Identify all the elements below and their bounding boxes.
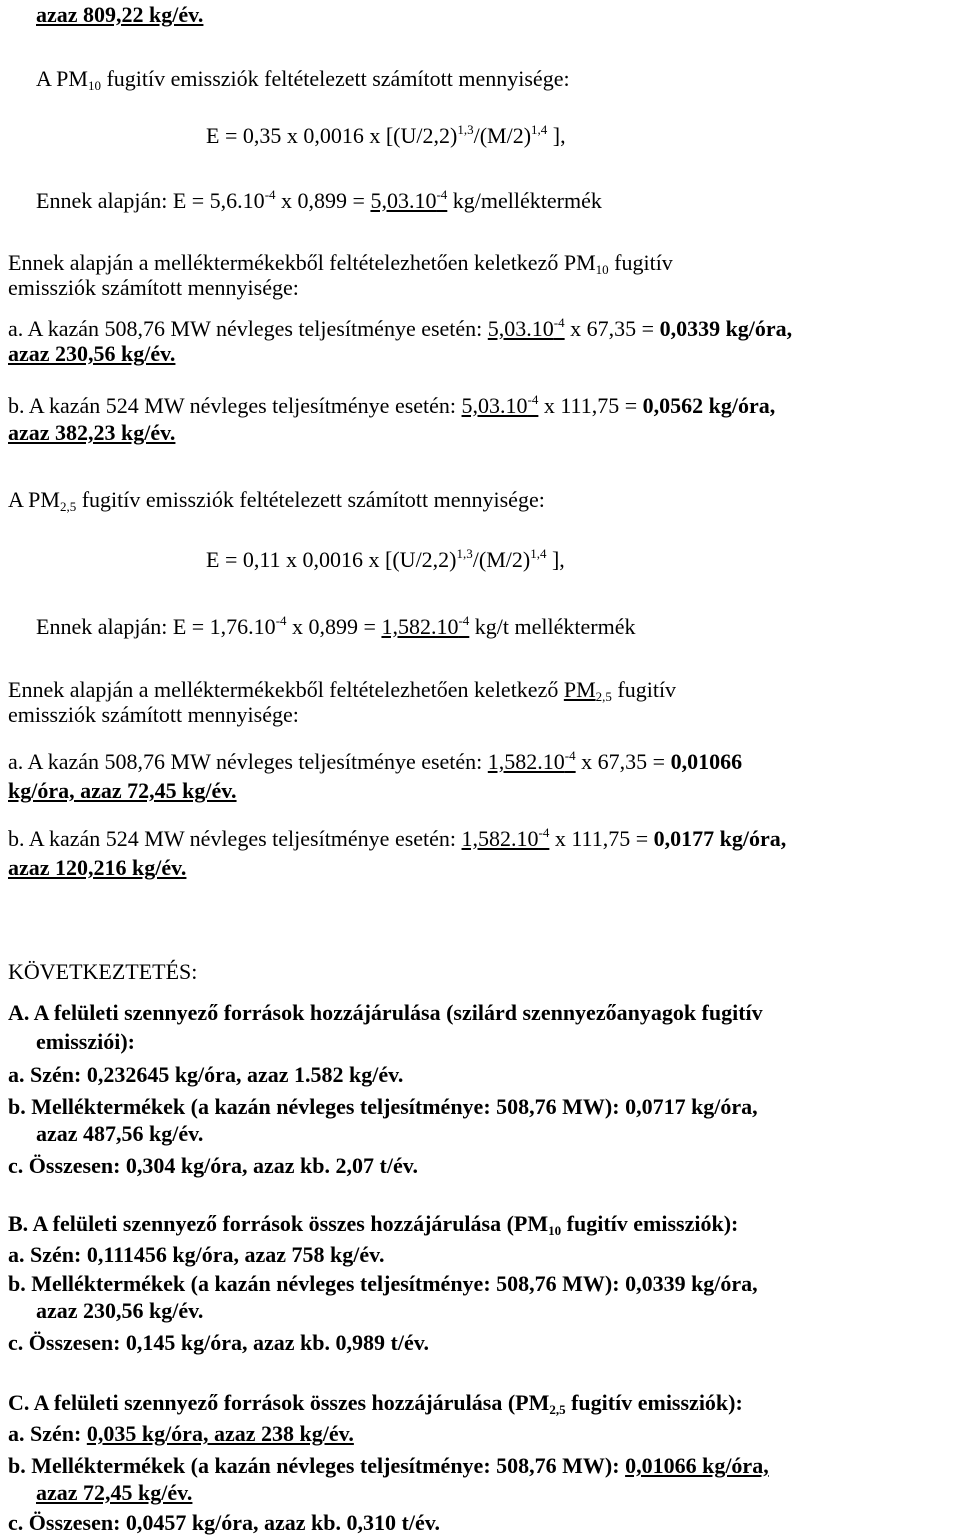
conclusion-a-item-c: c. Összesen: 0,304 kg/óra, azaz kb. 2,07 t/év. xyxy=(8,1153,419,1178)
conclusion-a-item-b: b. Melléktermékek (a kazán névleges teljesítménye: 508,76 MW): 0,0717 kg/óra, xyxy=(8,1094,758,1119)
conclusion-b-heading: B. A felületi szennyező források összes hozzájárulása ($PM_{10}$ fugitív emissziók): xyxy=(8,1211,739,1238)
conclusion-c-item-c: c. Összesen: 0,0457 kg/óra, azaz kb. 0,310 t/év. xyxy=(8,1510,441,1535)
pm10-section-heading: Ennek alapján a melléktermékekből feltételezhetően keletkező $PM_{10}$ fugitív xyxy=(8,250,673,277)
conclusion-b-item-a: a. Szén: 0,111456 kg/óra, azaz 758 kg/év. xyxy=(8,1242,385,1267)
pm25-case-a-result: kg/óra, azaz 72,45 kg/év. xyxy=(8,778,237,803)
conclusion-a-item-a: a. Szén: 0,232645 kg/óra, azaz 1.582 kg/év. xyxy=(8,1062,404,1087)
pm25-case-b-result: azaz 120,216 kg/év. xyxy=(8,855,187,880)
conclusion-heading: KÖVETKEZTETÉS: xyxy=(8,959,198,984)
conclusion-b-item-b-cont: azaz 230,56 kg/év. xyxy=(36,1298,204,1323)
pm10-case-a-result: azaz 230,56 kg/év. xyxy=(8,341,176,366)
pm25-case-a: a. A kazán 508,76 MW névleges teljesítménye esetén: $1,582.10^{-4}$ x 67,35 = 0,01066 xyxy=(8,748,743,774)
result-line: azaz 809,22 kg/év. xyxy=(36,2,204,27)
conclusion-a-item-b-cont: azaz 487,56 kg/év. xyxy=(36,1121,204,1146)
pm25-case-a-factor: $1,582.10^{-4}$ xyxy=(487,748,576,774)
conclusion-c-heading: C. A felületi szennyező források összes hozzájárulása ($PM_{2,5}$ fugitív emissziók): xyxy=(8,1390,743,1417)
pm25-case-b: b. A kazán 524 MW névleges teljesítménye esetén: $1,582.10^{-4}$ x 111,75 = 0,0177 kg/óra, xyxy=(8,825,787,851)
pm25-formula: E = 0,11 x 0,0016 x [$(U/2,2)^{1,3}/(M/2)^{1,4}$ ], xyxy=(206,546,565,572)
pm25-case-b-factor: $1,582.10^{-4}$ xyxy=(461,825,550,851)
conclusion-c-item-b-cont: azaz 72,45 kg/év. xyxy=(36,1480,193,1505)
pm10-case-b-factor: $5,03.10^{-4}$ xyxy=(461,392,539,418)
pm25-section-heading-cont: emissziók számított mennyisége: xyxy=(8,702,299,727)
conclusion-c-item-a: a. Szén: 0,035 kg/óra, azaz 238 kg/év. xyxy=(8,1421,354,1446)
conclusion-b-item-c: c. Összesen: 0,145 kg/óra, azaz kb. 0,989 t/év. xyxy=(8,1330,430,1355)
pm10-formula-result: Ennek alapján: $E = 5,6.10^{-4}$ x $0,899 = 5,03.10^{-4}$ kg/melléktermék xyxy=(36,187,602,213)
pm10-case-b: b. A kazán 524 MW névleges teljesítménye esetén: $5,03.10^{-4}$ x 111,75 = 0,0562 kg/óra, xyxy=(8,392,776,418)
conclusion-a-heading-cont: emissziói): xyxy=(36,1029,135,1054)
pm25-label: $PM_{2,5}$ xyxy=(563,677,612,704)
pm10-case-a-factor: $5,03.10^{-4}$ xyxy=(487,315,565,341)
pm10-case-a: a. A kazán 508,76 MW névleges teljesítménye esetén: $5,03.10^{-4}$ x 67,35 = 0,0339 kg/óra, xyxy=(8,315,793,341)
conclusion-a-heading: A. A felületi szennyező források hozzájárulása (szilárd szennyezőanyagok fugitív xyxy=(8,1000,763,1025)
pm10-emission-factor: $5,03.10^{-4}$ xyxy=(370,187,448,213)
pm10-case-b-result: azaz 382,23 kg/év. xyxy=(8,420,176,445)
pm10-formula: E = 0,35 x 0,0016 x [$(U/2,2)^{1,3}/(M/2)^{1,4}$ ], xyxy=(206,122,566,148)
conclusion-c-item-b: b. Melléktermékek (a kazán névleges teljesítménye: 508,76 MW): 0,01066 kg/óra, xyxy=(8,1453,769,1478)
pm10-formula-heading: A $PM_{10}$ fugitív emissziók feltételezett számított mennyisége: xyxy=(36,66,570,93)
pm25-formula-heading: A $PM_{2,5}$ fugitív emissziók feltételezett számított mennyisége: xyxy=(8,487,545,514)
pm25-emission-factor: $1,582.10^{-4}$ xyxy=(381,613,470,639)
pm25-formula-result: Ennek alapján: $E = 1,76.10^{-4}$ x $0,899 = 1,582.10^{-4}$ kg/t melléktermék xyxy=(36,613,636,639)
conclusion-b-item-b: b. Melléktermékek (a kazán névleges teljesítménye: 508,76 MW): 0,0339 kg/óra, xyxy=(8,1271,758,1296)
pm10-section-heading-cont: emissziók számított mennyisége: xyxy=(8,275,299,300)
pm25-section-heading: Ennek alapján a melléktermékekből feltételezhetően keletkező $PM_{2,5}$ fugitív xyxy=(8,677,677,704)
